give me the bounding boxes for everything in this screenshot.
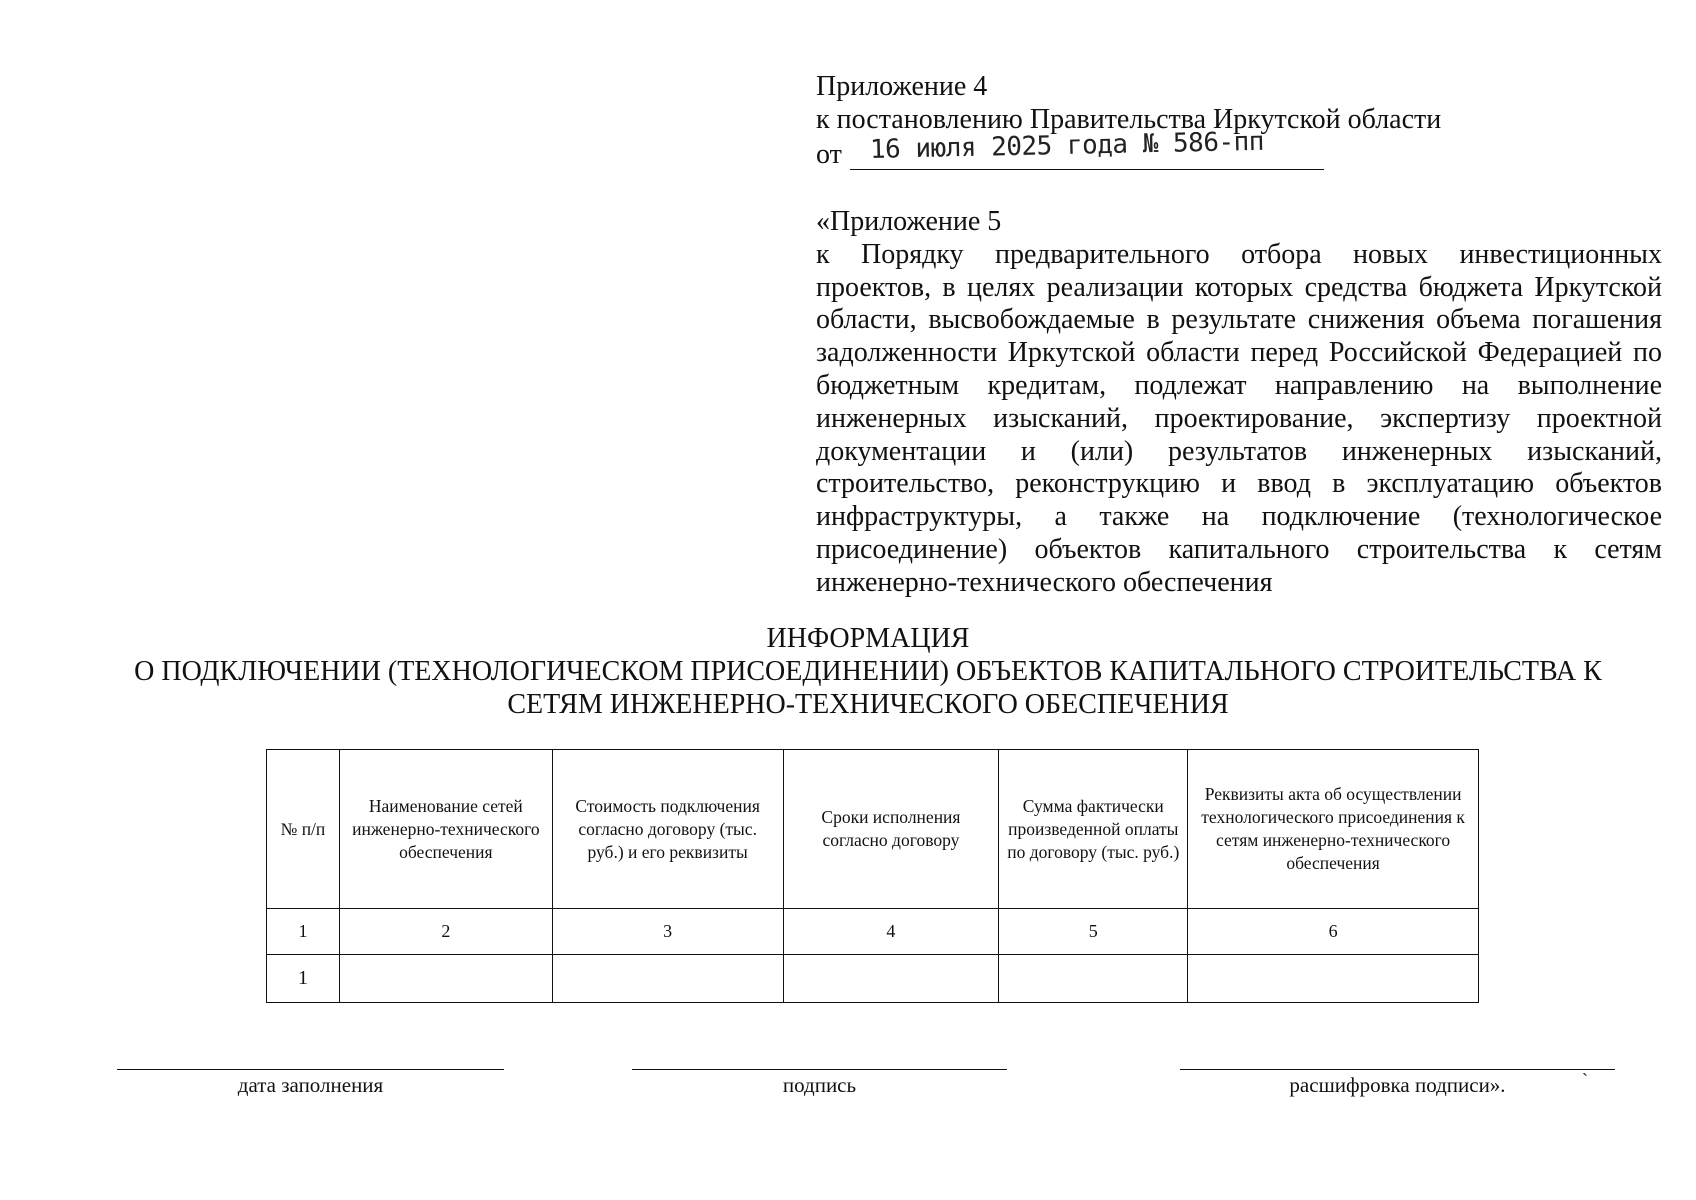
tick-mark: ˋ bbox=[1582, 1070, 1588, 1090]
connection-info-table bbox=[266, 749, 1479, 1003]
table-cell bbox=[999, 955, 1188, 1003]
header-cell-deadlines: Сроки исполнения согласно договору bbox=[783, 750, 999, 909]
signature-line bbox=[632, 1069, 1007, 1070]
header-cell-connection-cost: Стоимость подключения согласно договору (тыс. руб.) и его реквизиты bbox=[552, 750, 783, 909]
title-line-1: ИНФОРМАЦИЯ bbox=[766, 623, 970, 654]
header-cell-network-name: Наименование сетей инженерно-технического обеспечения bbox=[339, 750, 552, 909]
title-line-2: О ПОДКЛЮЧЕНИИ (ТЕХНОЛОГИЧЕСКОМ ПРИСОЕДИНЕНИИ) ОБЪЕКТОВ КАПИТАЛЬНОГО СТРОИТЕЛЬСТВА К bbox=[134, 656, 1602, 687]
header-cell-number: № п/п bbox=[267, 750, 340, 909]
decoding-label: расшифровка подписи». bbox=[1289, 1073, 1506, 1097]
date-signature-line bbox=[117, 1069, 504, 1070]
table-cell bbox=[783, 955, 999, 1003]
table-cell bbox=[1188, 955, 1479, 1003]
date-stamp: 16 июля 2025 года № 586-пп bbox=[869, 126, 1265, 165]
column-number-cell: 5 bbox=[999, 909, 1188, 955]
header-cell-payment-sum: Сумма фактически произведенной оплаты по договору (тыс. руб.) bbox=[999, 750, 1188, 909]
document-title bbox=[0, 622, 1696, 721]
column-number-cell: 4 bbox=[783, 909, 999, 955]
column-number-cell: 1 bbox=[267, 909, 340, 955]
date-label: дата заполнения bbox=[237, 1073, 384, 1097]
column-number-row bbox=[267, 909, 1479, 955]
column-number-cell: 3 bbox=[552, 909, 783, 955]
header-block bbox=[816, 70, 1662, 169]
column-number-cell: 2 bbox=[339, 909, 552, 955]
resolution-reference: к постановлению Правительства Иркутской области bbox=[816, 104, 1442, 135]
signature-label: подпись bbox=[782, 1073, 857, 1097]
table-cell bbox=[339, 955, 552, 1003]
appendix-5-label: «Приложение 5 bbox=[816, 206, 1002, 237]
table-cell: 1 bbox=[267, 955, 340, 1003]
title-line-3: СЕТЯМ ИНЖЕНЕРНО-ТЕХНИЧЕСКОГО ОБЕСПЕЧЕНИЯ bbox=[507, 689, 1229, 720]
table-row bbox=[267, 955, 1479, 1003]
appendix-5-text: к Порядку предварительного отбора новых инвестиционных проектов, в целях реализации которых средства бюджета Иркутской области, высвобождаемые в результате снижения объема погашения задолженности Иркутской области перед Российской Федерацией по бюджетным кредитам, подлежат направлению на выполнение инженерных изысканий, проектирование, экспертизу проектной документации и (или) результатов инженерных изысканий, строительство, реконструкцию и ввод в эксплуатацию объектов инфраструктуры, а также на подключение (технологическое присоединение) объектов капитального строительства к сетям инженерно-технического обеспечения bbox=[816, 238, 1662, 598]
header-cell-act-details: Реквизиты акта об осуществлении технологического присоединения к сетям инженерно-технического обеспечения bbox=[1188, 750, 1479, 909]
decoding-signature-line bbox=[1180, 1069, 1615, 1070]
appendix-5-block bbox=[816, 206, 1662, 600]
date-prefix: от bbox=[816, 139, 842, 170]
appendix-4-label: Приложение 4 bbox=[816, 71, 988, 102]
table-header-row bbox=[267, 750, 1479, 909]
resolution-date-line bbox=[816, 126, 1662, 170]
column-number-cell: 6 bbox=[1188, 909, 1479, 955]
table-cell bbox=[552, 955, 783, 1003]
date-underline bbox=[850, 169, 1324, 170]
